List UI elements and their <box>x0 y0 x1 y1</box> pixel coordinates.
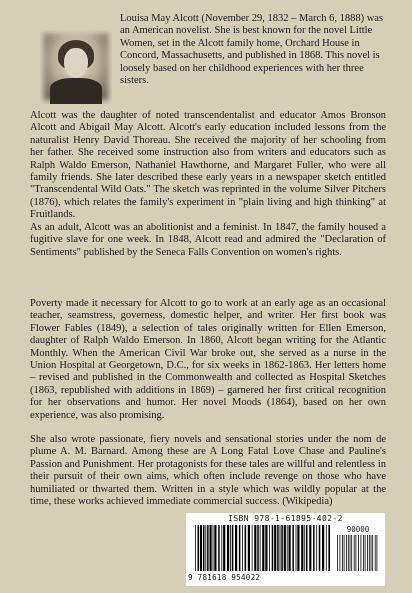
barcode-addon-bars <box>336 535 380 571</box>
paragraph-intro: Louisa May Alcott (November 29, 1832 – March 6, 1888) was an American novelist. She is best known for the novel Little Women, set in the Alcott family home, Orchard House in Concord, Massachusetts, and published in 1868. This novel is loosely based on her childhood experiences with her three sisters. <box>120 13 384 87</box>
barcode-main-bars <box>194 525 330 571</box>
portrait-face <box>64 48 88 78</box>
barcode-main-number: 9 781618 954022 <box>188 573 261 582</box>
portrait-body <box>50 78 102 104</box>
isbn-label: ISBN 978-1-61895-402-2 <box>228 514 343 523</box>
paragraph-career: Poverty made it necessary for Alcott to go to work at an early age as an occasional teacher, seamstress, governess, domestic helper, and writer. Her first book was Flower Fables (1849), a selection of tales originally written for Ellen Emerson, daughter of Ralph Waldo Emerson. In 1860, Alcott began writing for the Atlantic Monthly. When the American Civil War broke out, she served as a nurse in the Union Hospital at Georgetown, D.C., for six weeks in 1862-1863. Her letters home – revised and published in the Commonwealth and collected as Hospital Sketches (1863, republished with additions in 1869) – garnered her first critical recognition for her observations and humor. Her novel Moods (1864), based on her own experience, was also promising. <box>30 298 386 421</box>
paragraph-sensational-stories: She also wrote passionate, fiery novels and sensational stories under the nom de plume A. M. Barnard. Among these are A Long Fatal Love Chase and Pauline's Passion and Punishment. Her protagonists for these tales are willful and relentless in their pursuit of their own aims, which often include revenge on those who have humiliated or thwarted them. Written in a style which was wildly popular at the time, these works achieved immediate commercial success. (Wikipedia) <box>30 434 386 508</box>
barcode-addon-number: 90000 <box>346 525 370 534</box>
paragraph-education: Alcott was the daughter of noted transcendentalist and educator Amos Bronson Alcott and Abigail May Alcott. Alcott's early education included lessons from the naturalist Henry David Thoreau. She received the majority of her schooling from her father. She received some instruction also from writers and educators such as Ralph Waldo Emerson, Nathaniel Hawthorne, and Margaret Fuller, who were all family friends. She later described these early years in a newspaper sketch entitled "Transcendental Wild Oats." The sketch was reprinted in the volume Silver Pitchers (1876), which relates the family's experiment in "plain living and high thinking" at Fruitlands. <box>30 110 386 221</box>
author-portrait <box>40 30 112 104</box>
paragraph-abolitionist: As an adult, Alcott was an abolitionist and a feminist. In 1847, the family housed a fugitive slave for one week. In 1848, Alcott read and admired the "Declaration of Sentiments" published by the Seneca Falls Convention on women's rights. <box>30 222 386 258</box>
isbn-barcode <box>186 513 385 586</box>
